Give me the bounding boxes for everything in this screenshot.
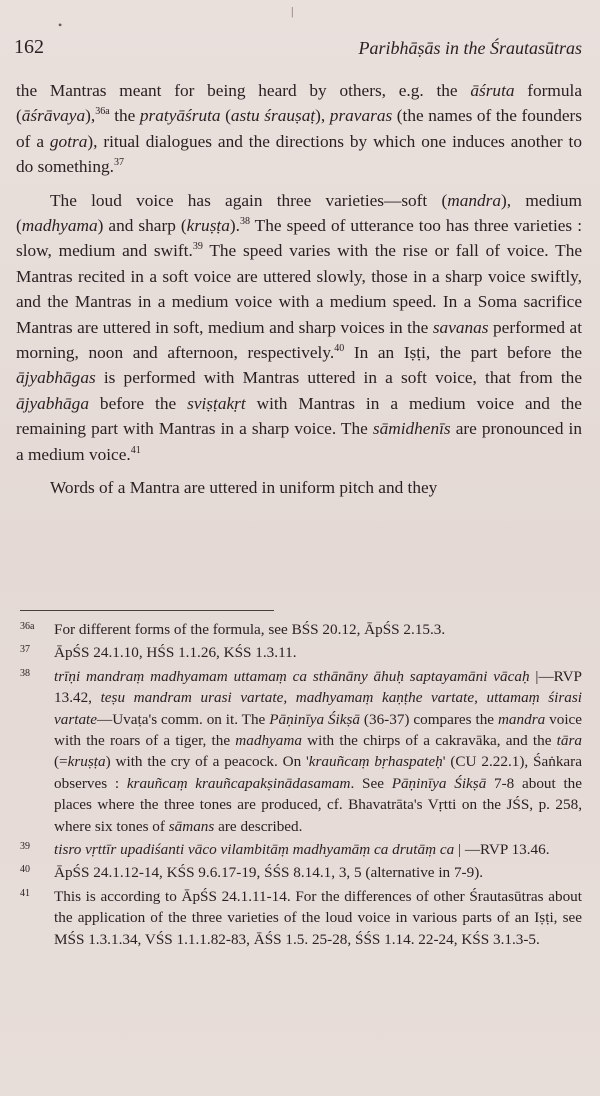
text-run: before the: [88, 393, 188, 413]
footnotes: [20, 619, 582, 952]
italic-term: gotra: [49, 131, 88, 151]
footnote: [20, 886, 582, 950]
footnote-text: [54, 888, 582, 948]
paragraph: [16, 188, 582, 467]
text-run: are pronounced in a medium voice.: [16, 419, 583, 464]
ink-speck: |: [291, 4, 294, 18]
text-run: This is according to ĀpŚS 24.1.11-14. For the differences of other Śrautasūtras about the application of the three varieties of the loud voice in various parts of an Iṣṭi, see MŚS 1.3.1.34, VŚS 1.1.1.82-83, ĀŚS 1.5. 25-28, ŚŚS 1.14. 22-24, KŚS 3.1.3-5.: [54, 887, 582, 948]
footnote: [20, 862, 582, 883]
footnote-text: [54, 668, 582, 835]
text-run: (: [220, 106, 231, 126]
text-run: (the names of the founders of a: [16, 106, 583, 151]
italic-term: trīṇi mandraṃ madhyamam uttamaṃ ca sthānāny āhuḥ saptayamāni vācaḥ: [54, 667, 530, 685]
italic-term: pratyāśruta: [139, 106, 221, 126]
paragraph: [16, 475, 582, 500]
footnote-number: 37: [20, 644, 30, 656]
footnote-text: [54, 864, 483, 881]
text-run: are described.: [214, 817, 303, 835]
italic-term: sāmidhenīs: [372, 419, 451, 439]
text-run: the: [109, 106, 140, 126]
text-run: the Mantras meant for being heard by others, e.g. the: [16, 81, 471, 100]
text-run: The speed varies with the rise or fall of voice. The Mantras recited in a soft voice are uttered slowly, those in a sharp voice swiftly, and the Mantras in a medium voice with a medium speed. In a Soma sacrifice Mantras are uttered in soft, medium and sharp voices in the: [16, 241, 583, 337]
text-run: ),: [315, 106, 330, 126]
text-run: with the chirps of a cakravāka, and the: [301, 732, 557, 750]
footnote-ref: 36a: [95, 106, 110, 118]
italic-term: tisro vṛttīr upadiśanti vāco vilambitāṃ madhyamāṃ ca drutāṃ ca: [54, 841, 455, 859]
footnote-number: 38: [20, 667, 30, 679]
italic-term: teṣu mandram urasi vartate, madhyamaṃ kaṇṭhe vartate, uttamaṃ śirasi vartate: [54, 689, 583, 728]
italic-term: madhyama: [21, 216, 98, 236]
text-run: The loud voice has again three varieties—soft (: [50, 190, 448, 210]
footnote-divider: [20, 610, 274, 611]
text-run: —Uvaṭa's comm. on it. The: [97, 710, 270, 728]
italic-term: krauñcaṃ krauñcapakṣinādasamam: [126, 774, 351, 792]
text-run: ), medium (: [16, 190, 582, 236]
italic-term: krauñcaṃ bṛhaspateḥ: [308, 753, 443, 771]
text-run: |—RVP 13.42,: [54, 667, 582, 707]
text-run: In an Iṣṭi, the part before the: [344, 343, 582, 363]
paragraph: [16, 78, 582, 180]
text-run: (36-37) compares the: [360, 710, 498, 728]
text-run: ' (CU 2.22.1), Śaṅkara observes :: [54, 753, 582, 792]
footnote-ref: 39: [192, 241, 203, 253]
text-run: with Mantras in a medium voice and the remaining part with Mantras in a sharp voice. The: [16, 393, 582, 439]
text-run: voice with the roars of a tiger, the: [54, 710, 583, 750]
text-run: ).: [229, 216, 240, 236]
footnote-number: 40: [20, 864, 30, 876]
italic-term: Pāṇinīya Śikṣā: [391, 774, 487, 792]
text-run: is performed with Mantras uttered in a soft voice, that from the: [95, 368, 582, 388]
italic-term: astu śrauṣaṭ: [230, 106, 316, 126]
footnote: [20, 619, 582, 640]
italic-term: savanas: [432, 317, 489, 337]
page-header: [14, 36, 582, 66]
text-run: 7-8 about the places where the three tones are produced, cf. Bhavatrāta's Vṛtti on the JŚS, p. 258, where six tones of: [54, 774, 582, 835]
running-title: Paribhāṣās in the Śrautasūtras: [358, 38, 582, 58]
text-run: ) with the cry of a peacock. On ': [105, 753, 309, 771]
italic-term: mandra: [447, 190, 502, 210]
text-run: formula (: [16, 81, 582, 126]
text-run: ĀpŚS 24.1.10, HŚS 1.1.26, KŚS 1.3.11.: [54, 644, 297, 662]
text-run: For different forms of the formula, see BŚS 20.12, ĀpŚS 2.15.3.: [54, 621, 446, 638]
italic-term: tāra: [556, 732, 582, 750]
text-run: ĀpŚS 24.1.12-14, KŚS 9.6.17-19, ŚŚS 8.14.1, 3, 5 (alternative in 7-9).: [54, 864, 484, 882]
footnote-number: 36a: [20, 621, 35, 632]
text-run: (=: [54, 753, 68, 771]
main-text: [16, 78, 582, 509]
italic-term: Pāṇinīya Śikṣā: [269, 710, 361, 728]
italic-term: mandra: [497, 710, 546, 728]
ink-speck: •: [58, 18, 63, 32]
italic-term: ājyabhāgas: [16, 368, 96, 388]
footnote-text: [54, 841, 550, 858]
footnote-ref: 40: [334, 343, 345, 355]
italic-term: āśrāvaya: [21, 106, 86, 126]
footnote: [20, 666, 582, 837]
footnote-ref: 38: [239, 216, 250, 228]
text-run: Words of a Mantra are uttered in uniform pitch and they: [50, 478, 438, 498]
italic-term: kruṣṭa: [67, 753, 106, 771]
text-run: ) and sharp (: [97, 216, 187, 236]
text-run: ), ritual dialogues and the directions by which one induces another to do something.: [16, 131, 582, 177]
footnote: [20, 642, 582, 663]
footnote-text: [54, 644, 297, 661]
italic-term: ājyabhāga: [16, 393, 89, 413]
text-run: ),: [85, 106, 96, 126]
italic-term: madhyama: [235, 732, 302, 750]
footnote: [20, 839, 582, 860]
footnote-number: 39: [20, 841, 30, 853]
text-run: The speed of utterance too has three varieties : slow, medium and swift.: [16, 216, 582, 261]
page-number: 162: [14, 36, 44, 58]
footnote-ref: 37: [113, 157, 124, 169]
text-run: performed at morning, noon and afternoon, respectively.: [16, 317, 582, 363]
italic-term: sviṣṭakṛt: [187, 393, 246, 413]
footnote-number: 41: [20, 887, 30, 899]
text-run: . See: [350, 774, 392, 792]
italic-term: sāmans: [168, 817, 215, 835]
footnote-ref: 41: [130, 444, 141, 456]
footnote-text: [54, 621, 445, 638]
italic-term: āśruta: [470, 81, 515, 100]
italic-term: pravaras: [329, 106, 393, 126]
italic-term: kruṣṭa: [186, 216, 230, 236]
text-run: | —RVP 13.46.: [454, 841, 550, 859]
